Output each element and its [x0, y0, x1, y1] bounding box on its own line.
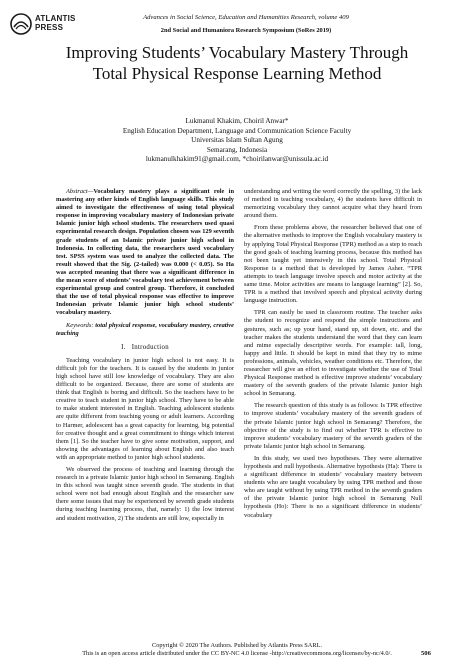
abstract-lead: Abstract— [66, 188, 94, 195]
page-footer [20, 642, 454, 659]
body-paragraph: We observed the process of teaching and learning through the research in a private Islamic junior high school in Semarang. English in this school was taught since seventh grade. The students in that school were not bad enough about English and the researcher saw there some issues that may be experienced by seventh grade students during teaching learning process, that, namely: 1) the low interest and student motivation, 2) The students are still low, especially in [56, 466, 234, 522]
keywords [56, 322, 234, 338]
title-line: Total Physical Response Learning Method [92, 64, 382, 83]
copyright-line: Copyright © 2020 The Authors. Published by Atlantis Press SARL. [152, 642, 322, 649]
author-city: Semarang, Indonesia [206, 145, 268, 154]
body-paragraph: In this study, we used two hypotheses. They were alternative hypothesis and null hypothesis. Alternative hypothesis (Ha): There is a significant difference in students’ vocabulary mastery between students who are taught vocabulary by using TPR method and those who are taught without by using TPR method in the seventh graders of the private Islamic junior high school in Semarang Null hypothesis (Ho): There is no a significant difference in students’ vocabulary [244, 454, 422, 519]
section-number: I. [121, 343, 126, 351]
section-heading [56, 344, 234, 352]
left-column [56, 188, 234, 527]
body-paragraph: From these problems above, the researcher believed that one of the alternative methods to improve the English vocabulary mastery is by applying Total Physical Response (TPR) method as a step to reach the good goals of teaching learning process, because this method has not been taught yet intensively in this school. Total Physical Response is a method that is developed by James Asher. “TPR attempts to teach language involve speech and motor activity at the same time. Motor activities are means to language learning” [2]. So, TPR is a method that involved speech and physical activity during language instruction. [244, 224, 422, 305]
section-title: Introduction [131, 343, 169, 351]
publisher-logo-text [35, 14, 76, 32]
paper-title [20, 42, 454, 84]
body-paragraph: Teaching vocabulary in junior high school is not easy. It is difficult job for the teachers. It is caused by the students in junior high school have still low knowledge of vocabulary. They are also difficult to be organized. Because, there are some of students are think that English is boring and difficult. So the teachers have to be creative to teach student in junior high school. They have to be able to make student interested in English. Teaching adolescent students are quite different from teaching young or adult learners. According to Harmer, adolescent has a great capacity for learning, big potential for creative thought and a great commitment to things which interest them [1]. So the teacher have to give some motivation, support, and showing the advantages of learning about English and also teach with an appropriate method to junior high school students. [56, 356, 234, 461]
atlantis-press-logo-icon [10, 13, 32, 35]
logo-text-line: PRESS [35, 23, 64, 32]
body-paragraph: TPR can easily be used in classroom routine. The teacher asks the student to recognize and respond the simple instructions and gestures, such as; up your hand, stand up, sit down, etc. and the teacher makes the students understand the word that they can learn and mime especially descriptive words. For example: tall, long, happy and little. It should be kept in mind that they try to mime professions, animals, vehicles, weather conditions etc. Therefore, the researcher will give an effort to investigate whether the use of Total Physical Response method is effective improve students’ vocabulary mastery of the seventh graders of the private Islamic junior high school in Semarang. [244, 309, 422, 398]
page-number: 506 [421, 650, 431, 657]
author-block [20, 117, 454, 165]
conference-line: 2nd Social and Humaniora Research Symposium (SoRes 2019) [160, 27, 332, 34]
keywords-text: total physical response, vocabulary mastery, creative teaching [56, 321, 234, 337]
journal-line: Advances in Social Science, Education and Humanities Research, volume 409 [143, 14, 349, 21]
author-names: Lukmanul Khakim, Choiril Anwar* [185, 117, 289, 125]
logo-text-line: ATLANTIS [35, 14, 76, 23]
body-paragraph: understanding and writing the word correctly the spelling, 3) the lack of method in teaching vocabulary, 4) the students have difficult in memorizing vocabulary they cannot acquire what they heard from around them. [244, 188, 422, 220]
author-department: English Education Department, Language and Communication Science Faculty [122, 126, 352, 135]
title-line: Improving Students’ Vocabulary Mastery Through [65, 43, 409, 62]
author-university: Universitas Islam Sultan Agung [191, 136, 283, 145]
right-column [244, 188, 422, 524]
publisher-logo [10, 12, 90, 38]
abstract-text: Vocabulary mastery plays a significant role in mastering any other kinds of English language skills. This study aimed to investigate the effectiveness of using total physical response in improving vocabulary mastery of Indonesian private Islamic junior high school students. The researchers used quasi experimental research design. Population chosen was 129 seventh grade students of an Islamic private junior high school in Indonesia. In collecting data, the researchers used vocabulary test. SPSS system was used to analyze the collected data. The result showed that the Sig. (2-tailed) was 0.000 (< 0.05). So Ha was accepted meaning that there was a significant difference in the mean score of students’ vocabulary test achievement between experimental group and control group. Therefore, it concluded that the use of total physical response was effective to improve Indonesian private Islamic junior high school students’ vocabulary mastery. [56, 188, 234, 317]
body-paragraph: The research question of this study is as follows: Is TPR effective to improve students’ vocabulary mastery of the seventh graders of the private Islamic junior high school in Semarang? Therefore, the objective of the study is to find out whether TPR is effective to improve students’ vocabulary mastery of the seventh graders of the private Islamic junior high school in Semarang. [244, 402, 422, 450]
abstract [56, 188, 234, 318]
author-emails: lukmanulkhakim91@gmail.com, *choirilanwar@unissula.ac.id [145, 155, 329, 164]
license-line: This is an open access article distributed under the CC BY-NC 4.0 license -http://creativecommons.org/licenses/by-nc/4.0/. [82, 650, 392, 658]
keywords-lead: Keywords: [66, 321, 94, 329]
